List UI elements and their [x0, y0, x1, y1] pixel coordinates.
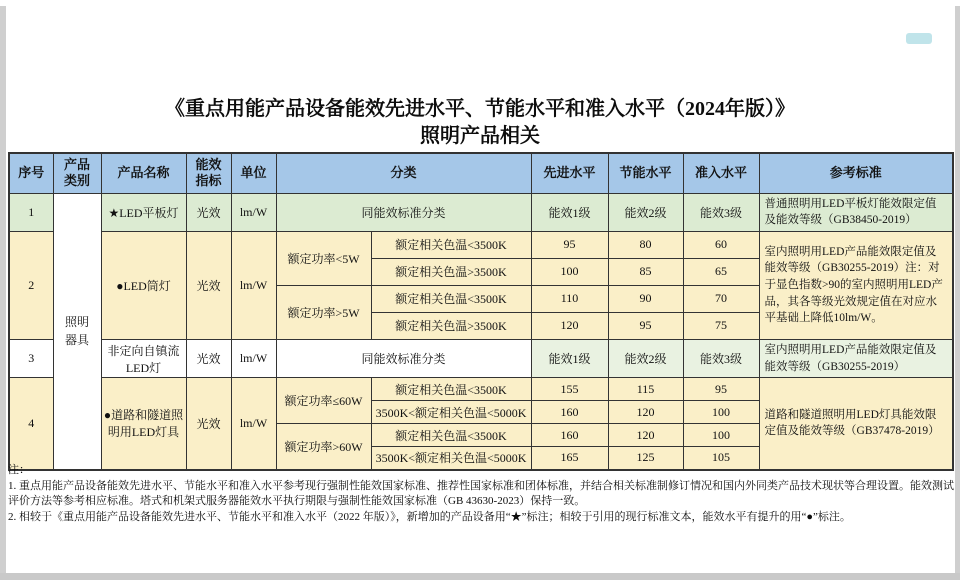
cell-cct-class: 额定相关色温>3500K — [371, 312, 531, 339]
cell-product-name: 非定向自镇流LED灯 — [101, 339, 186, 377]
page-edge-bottom — [0, 573, 960, 580]
title-line2: 照明产品相关 — [420, 125, 540, 147]
cell-saving: 90 — [608, 285, 683, 312]
header-entry: 准入水平 — [683, 153, 759, 193]
header-advanced: 先进水平 — [531, 153, 608, 193]
cell-power-class: 额定功率>60W — [276, 424, 371, 470]
cell-classification: 同能效标准分类 — [276, 193, 531, 231]
table-row — [9, 231, 953, 258]
cell-entry: 能效3级 — [683, 193, 759, 231]
cell-indicator: 光效 — [186, 193, 231, 231]
cell-saving: 80 — [608, 231, 683, 258]
cell-cct-class: 额定相关色温<3500K — [371, 378, 531, 401]
cell-advanced: 95 — [531, 231, 608, 258]
cell-product-name: ●LED筒灯 — [101, 231, 186, 339]
cell-classification: 同能效标准分类 — [276, 339, 531, 377]
cell-saving: 85 — [608, 258, 683, 285]
table-row — [9, 378, 953, 401]
header-seq: 序号 — [9, 153, 53, 193]
cell-indicator: 光效 — [186, 339, 231, 377]
cell-cct-class: 额定相关色温<3500K — [371, 424, 531, 447]
title-line1: 《重点用能产品设备能效先进水平、节能水平和准入水平（2024年版）》 — [165, 98, 795, 120]
cell-seq: 1 — [9, 193, 53, 231]
cell-entry: 95 — [683, 378, 759, 401]
cell-cct-class: 额定相关色温<3500K — [371, 231, 531, 258]
cell-power-class: 额定功率>5W — [276, 285, 371, 339]
cell-entry: 105 — [683, 447, 759, 470]
cell-saving: 120 — [608, 424, 683, 447]
cell-advanced: 能效1级 — [531, 339, 608, 377]
cell-advanced: 155 — [531, 378, 608, 401]
cell-reference: 道路和隧道照明用LED灯具能效限定值及能效等级（GB37478-2019） — [759, 378, 953, 470]
note-1: 1. 重点用能产品设备能效先进水平、节能水平和准入水平参考现行强制性能效国家标准、推荐性国家标准和团体标准，并结合相关标准制修订情况和国内外同类产品技术现状等合理设置。能效测试评价方法等参考相应标准。塔式和机架式服务器能效水平执行期限与强制性能效国家标准（GB 43630-2023）保持一致。 — [8, 479, 954, 507]
cell-cct-class: 额定相关色温<3500K — [371, 285, 531, 312]
document-title — [0, 96, 960, 150]
cell-cct-class: 3500K<额定相关色温<5000K — [371, 447, 531, 470]
header-reference: 参考标准 — [759, 153, 953, 193]
cell-advanced: 160 — [531, 401, 608, 424]
table-row — [9, 193, 953, 231]
cell-advanced: 165 — [531, 447, 608, 470]
note-2: 2. 相较于《重点用能产品设备能效先进水平、节能水平和准入水平（2022 年版）》，新增加的产品设备用“★”标注；相较于引用的现行标准文本，能效水平有提升的用“●”标注。 — [8, 510, 851, 523]
header-classification: 分类 — [276, 153, 531, 193]
cell-entry: 100 — [683, 424, 759, 447]
cell-saving: 115 — [608, 378, 683, 401]
cell-entry: 75 — [683, 312, 759, 339]
cell-seq: 2 — [9, 231, 53, 339]
cell-advanced: 100 — [531, 258, 608, 285]
cell-reference: 普通照明用LED平板灯能效限定值及能效等级（GB38450-2019） — [759, 193, 953, 231]
page-edge-left — [0, 6, 6, 580]
cell-product-name: ★LED平板灯 — [101, 193, 186, 231]
efficiency-table — [8, 152, 954, 471]
cell-power-class: 额定功率<5W — [276, 231, 371, 285]
cell-reference: 室内照明用LED产品能效限定值及能效等级（GB30255-2019）注：对于显色指数>90的室内照明用LED产品，其各等级光效规定值在对应水平基础上降低10lm/W。 — [759, 231, 953, 339]
cell-unit: lm/W — [231, 231, 276, 339]
cell-unit: lm/W — [231, 193, 276, 231]
cell-indicator: 光效 — [186, 231, 231, 339]
header-category: 产品类别 — [53, 153, 101, 193]
cell-unit: lm/W — [231, 339, 276, 377]
cell-entry: 70 — [683, 285, 759, 312]
watermark-smudge — [906, 33, 932, 44]
cell-advanced: 120 — [531, 312, 608, 339]
cell-entry: 65 — [683, 258, 759, 285]
cell-product-name: ●道路和隧道照明用LED灯具 — [101, 378, 186, 470]
cell-advanced: 能效1级 — [531, 193, 608, 231]
cell-reference: 室内照明用LED产品能效限定值及能效等级（GB30255-2019） — [759, 339, 953, 377]
page-edge-right — [955, 6, 960, 580]
cell-saving: 125 — [608, 447, 683, 470]
table-row — [9, 339, 953, 377]
cell-entry: 能效3级 — [683, 339, 759, 377]
cell-saving: 能效2级 — [608, 339, 683, 377]
footnotes — [8, 463, 955, 525]
notes-label: 注： — [8, 464, 30, 476]
cell-entry: 60 — [683, 231, 759, 258]
header-saving: 节能水平 — [608, 153, 683, 193]
cell-power-class: 额定功率≤60W — [276, 378, 371, 424]
cell-indicator: 光效 — [186, 378, 231, 470]
header-row — [9, 153, 953, 193]
header-unit: 单位 — [231, 153, 276, 193]
cell-category: 照明器具 — [53, 193, 101, 470]
cell-advanced: 110 — [531, 285, 608, 312]
cell-entry: 100 — [683, 401, 759, 424]
cell-saving: 能效2级 — [608, 193, 683, 231]
cell-advanced: 160 — [531, 424, 608, 447]
cell-cct-class: 3500K<额定相关色温<5000K — [371, 401, 531, 424]
header-indicator: 能效指标 — [186, 153, 231, 193]
cell-seq: 4 — [9, 378, 53, 470]
cell-seq: 3 — [9, 339, 53, 377]
header-product-name: 产品名称 — [101, 153, 186, 193]
cell-saving: 95 — [608, 312, 683, 339]
cell-saving: 120 — [608, 401, 683, 424]
cell-unit: lm/W — [231, 378, 276, 470]
cell-cct-class: 额定相关色温>3500K — [371, 258, 531, 285]
